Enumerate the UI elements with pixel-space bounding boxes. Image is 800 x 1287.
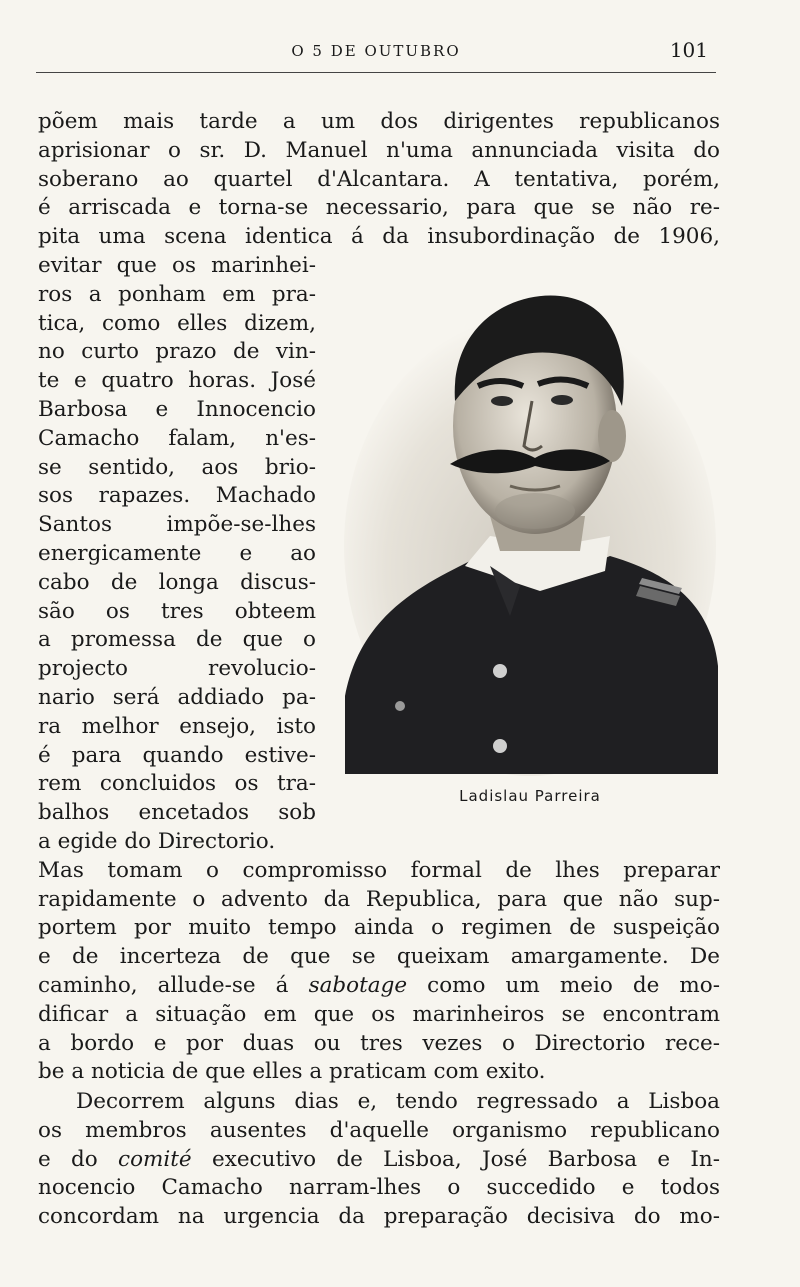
text-line: balhos encetados sob — [38, 800, 316, 826]
text-segment: executivo de Lisboa, José Barbosa e In- — [211, 1146, 720, 1172]
page-header — [36, 36, 716, 73]
portrait-illustration — [340, 286, 720, 778]
text-line: nario será addiado pa- — [38, 684, 316, 710]
text-line: Camacho falam, n'es- — [38, 425, 316, 451]
portrait-photo — [340, 286, 720, 778]
text-line: os membros ausentes d'aquelle organismo republicano — [38, 1117, 720, 1143]
text-line: rapidamente o advento da Republica, para que não sup- — [38, 886, 720, 912]
text-line: projecto revolucio- — [38, 656, 316, 682]
paragraph-2 — [38, 1088, 720, 1232]
text-line: soberano ao quartel d'Alcantara. A tentativa, porém, — [38, 166, 720, 192]
text-line: be a noticia de que elles a praticam com exito. — [38, 1059, 546, 1085]
text-line: dificar a situação em que os marinheiros se encontram — [38, 1001, 720, 1027]
text-line: nocencio Camacho narram-lhes o succedido e todos — [38, 1175, 720, 1201]
text-line: e de incerteza de que se queixam amargamente. De — [38, 944, 720, 970]
text-line: no curto prazo de vin- — [38, 339, 316, 365]
text-line: são os tres obteem — [38, 598, 316, 624]
text-line: aprisionar o sr. D. Manuel n'uma annunciada visita do — [38, 137, 720, 163]
text-line: Decorrem alguns dias e, tendo regressado a Lisboa — [76, 1089, 720, 1114]
text-line: tica, como elles dizem, — [38, 310, 316, 336]
text-line: se sentido, aos brio- — [38, 454, 316, 480]
text-segment: e do — [38, 1146, 98, 1172]
text-line: põem mais tarde a um dos dirigentes republicanos — [38, 109, 720, 134]
text-line: é para quando estive- — [38, 742, 316, 768]
text-line: rem concluidos os tra- — [38, 771, 316, 797]
text-line: Santos impõe-se-lhes — [38, 512, 316, 538]
text-line: energicamente e ao — [38, 540, 316, 566]
italic-term-comite: comité — [118, 1146, 192, 1172]
page-number: 101 — [669, 38, 708, 62]
text-line — [38, 1146, 720, 1175]
text-line: concordam na urgencia da preparação decisiva do mo- — [38, 1204, 720, 1230]
running-title: O 5 DE OUTUBRO — [291, 42, 461, 60]
text-segment: como um meio de mo- — [427, 972, 720, 998]
text-line: cabo de longa discus- — [38, 569, 316, 595]
text-line: a egide do Directorio. — [38, 828, 276, 854]
italic-term-sabotage: sabotage — [308, 972, 408, 998]
text-line: ros a ponham em pra- — [38, 281, 316, 307]
text-line: é arriscada e torna-se necessario, para que se não re- — [38, 195, 720, 221]
text-line: a bordo e por duas ou tres vezes o Directorio rece- — [38, 1030, 720, 1056]
text-line: Barbosa e Innocencio — [38, 396, 316, 422]
text-line: a promessa de que o — [38, 627, 316, 653]
text-line: sos rapazes. Machado — [38, 483, 316, 509]
text-line: portem por muito tempo ainda o regimen de suspeição — [38, 915, 720, 941]
text-line: ra melhor ensejo, isto — [38, 713, 316, 739]
text-line: evitar que os marinhei- — [38, 252, 316, 278]
photo-caption: Ladislau Parreira — [459, 787, 601, 805]
text-line — [38, 972, 720, 1001]
text-line: te e quatro horas. José — [38, 368, 316, 394]
text-line: Mas tomam o compromisso formal de lhes preparar — [38, 857, 720, 883]
text-line: pita uma scena identica á da insubordinação de 1906, — [38, 224, 720, 250]
text-segment: caminho, allude-se á — [38, 972, 289, 998]
